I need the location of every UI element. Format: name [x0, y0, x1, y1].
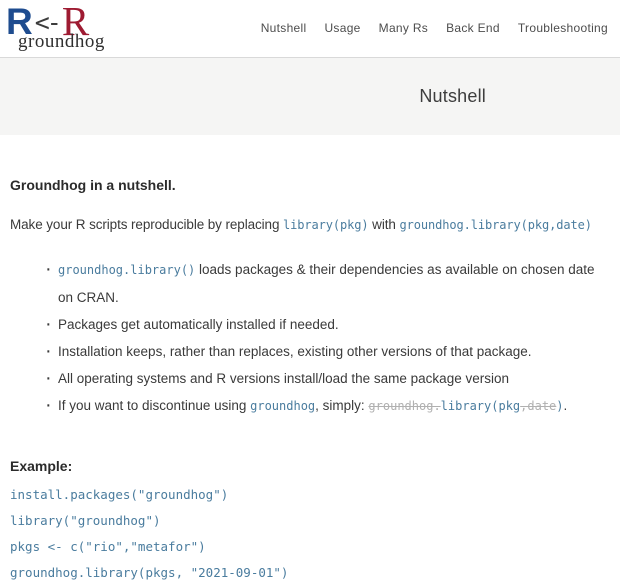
logo-assign-arrow-icon: <- — [34, 8, 59, 37]
code-text: library("groundhog") — [10, 513, 161, 528]
logo-r-blue: R — [6, 1, 33, 42]
main-content — [0, 177, 620, 581]
nav-link-troubleshooting[interactable]: Troubleshooting — [517, 21, 608, 35]
code-text: groundhog.library(pkgs, "2021-09-01") — [10, 565, 289, 580]
strikethrough-code-date: ,date — [520, 399, 557, 413]
list-item-same-version — [58, 365, 610, 392]
nav-link-back-end[interactable]: Back End — [446, 21, 500, 35]
code-text: install.packages("groundhog") — [10, 487, 229, 502]
inline-code-close-paren: ) — [556, 399, 564, 413]
code-line-pkgs — [10, 538, 610, 555]
inline-code-groundhog-library-call: groundhog.library() — [58, 263, 196, 277]
intro-text-2: with — [368, 217, 400, 232]
list-item-keeps-versions — [58, 338, 610, 365]
list-item-text: All operating systems and R versions install/load the same package version — [58, 371, 509, 386]
feature-list — [10, 256, 610, 420]
list-item-text: If you want to discontinue using — [58, 398, 251, 413]
intro-paragraph — [10, 217, 610, 232]
nav-link-many-rs[interactable]: Many Rs — [378, 21, 429, 35]
intro-text-1: Make your R scripts reproducible by replacing — [10, 217, 284, 232]
site-header — [0, 0, 620, 58]
list-item-text: loads packages & their dependencies as available on chosen date on CRAN. — [58, 262, 595, 305]
example-heading: Example: — [10, 458, 73, 474]
main-nav — [261, 21, 608, 35]
logo[interactable] — [0, 0, 105, 53]
code-text: pkgs <- c("rio","metafor") — [10, 539, 206, 554]
example-code-block — [10, 486, 610, 581]
list-item-text: Installation keeps, rather than replaces, existing other versions of that package. — [58, 344, 532, 359]
code-line-groundhog-library — [10, 564, 610, 581]
nav-link-usage[interactable]: Usage — [324, 21, 361, 35]
list-item-discontinue — [58, 392, 610, 420]
inline-code-groundhog: groundhog — [250, 399, 316, 413]
logo-r-red: R — [61, 0, 90, 45]
inline-code-library: library(pkg) — [283, 218, 369, 232]
logo-wordmark: groundhog — [18, 31, 105, 52]
list-item-text: , simply: — [315, 398, 369, 413]
list-item-auto-install — [58, 311, 610, 338]
section-heading: Groundhog in a nutshell. — [10, 177, 176, 193]
code-line-install — [10, 486, 610, 503]
nav-link-nutshell[interactable]: Nutshell — [260, 21, 307, 35]
list-item-loads-packages — [58, 256, 610, 311]
list-item-text: . — [563, 398, 568, 413]
inline-code-library-pkg: library(pkg — [440, 399, 521, 413]
strikethrough-code-prefix: groundhog. — [368, 399, 441, 413]
list-item-text: Packages get automatically installed if needed. — [58, 317, 339, 332]
inline-code-groundhog-library: groundhog.library(pkg,date) — [399, 218, 592, 232]
code-line-library — [10, 512, 610, 529]
page-banner — [0, 58, 620, 135]
page-title: Nutshell — [419, 86, 486, 106]
